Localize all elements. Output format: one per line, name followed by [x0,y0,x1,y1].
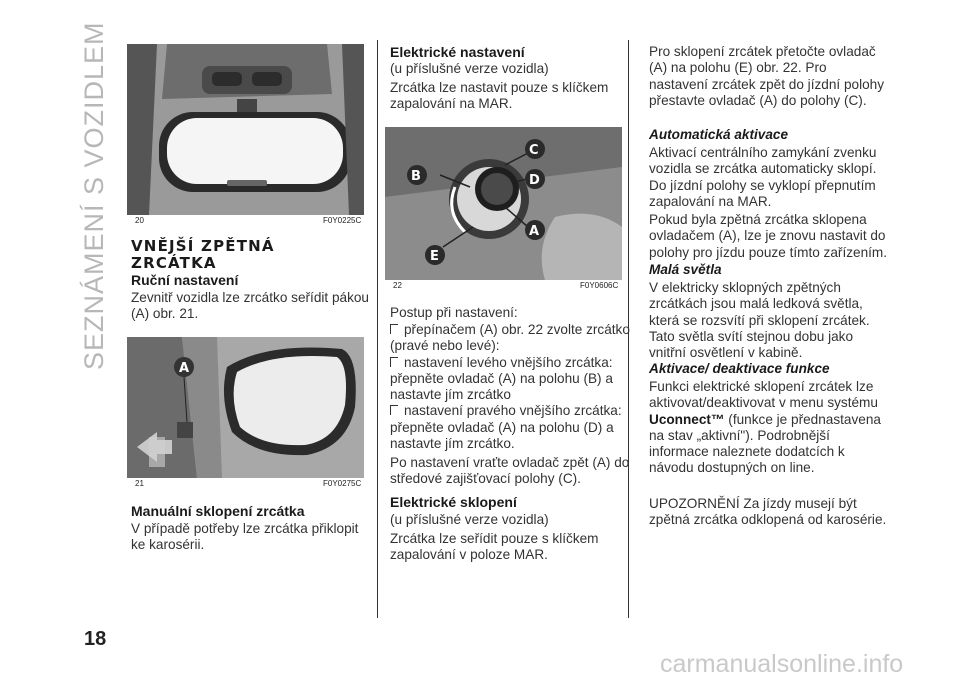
paragraph-auto-activation: Aktivací centrálního zamykání zvenku vozidla se zrcátka automaticky sklopí. Do jízdní polohy se vyklopí přepnutím zapalování na MAR. [649,145,877,209]
uconnect-label: Uconnect™ [649,411,725,427]
figure-22-label-b: B [411,169,421,184]
paragraph-version-note-2: (u příslušné verze vozidla) [390,512,549,527]
figure-22-mirror-control [385,127,622,280]
subheading-auto-activation: Automatická aktivace [649,127,789,142]
paragraph-manual-adjust: Zevnitř vozidla lze zrcátko seřídit pákou (A) obr. 21. [131,290,369,322]
heading-exterior-mirrors: VNĚJŠÍ ZPĚTNÁ ZRCÁTKA [131,237,275,272]
list-item: nastavení levého vnějšího zrcátka: přepněte ovladač (A) na polohu (B) a nastavte jím zrcátko [390,354,613,403]
watermark: carmanualsonline.info [660,650,904,678]
column-divider [377,40,378,618]
bullet-icon [390,357,398,367]
bullet-list [390,322,630,452]
paragraph-manual-fold: V případě potřeby lze zrcátka přiklopit ke karosérii. [131,521,359,553]
bullet-icon [390,405,398,415]
figure-22-label-d: D [529,173,540,188]
figure-22-label-e: E [430,249,439,264]
figure-21-number: 21 [135,479,144,488]
paragraph-procedure: Postup při nastavení: [390,305,518,320]
section-title: SEZNÁMENÍ S VOZIDLEM [79,21,109,370]
paragraph-fold-procedure: Pro sklopení zrcátek přetočte ovladač (A) na polohu (E) obr. 22. Pro nastavení zrcátek zpět do jízdní polohy přestavte ovladač (A) do polohy (C). [649,44,885,108]
paragraph-electric-adjust: Zrcátka lze nastavit pouze s klíčkem zapalování na MAR. [390,80,609,112]
subheading-manual-adjust: Ruční nastavení [131,272,239,288]
paragraph-warning: UPOZORNĚNÍ Za jízdy musejí být zpětná zrcátka odklopená od karosérie. [649,496,887,528]
page-number: 18 [84,628,107,650]
subheading-electric-adjust: Elektrické nastavení [390,44,525,60]
bullet-icon [390,324,398,334]
subheading-manual-fold: Manuální sklopení zrcátka [131,503,305,519]
paragraph-version-note: (u příslušné verze vozidla) [390,61,549,76]
figure-20-code: F0Y0225C [323,216,362,225]
figure-22-number: 22 [393,281,402,290]
paragraph-electric-fold: Zrcátka lze seřídit pouze s klíčkem zapalování v poloze MAR. [390,531,599,563]
paragraph-small-lights: V elektricky sklopných zpětných zrcátkách jsou malá ledková světla, která se rozsvítí při sklopení zrcátek. Tato světla svítí stejnou dobu jako vnitřní osvětlení v kabině. [649,280,870,361]
paragraph-function-toggle: Funkci elektrické sklopení zrcátek lze aktivovat/deaktivovat v menu systému Uconnect™ (funkce je přednastavena na stav „aktivní"). Podrobnější informace naleznete dodatcích k návodu dostupných on line. [649,379,881,476]
list-item: přepínačem (A) obr. 22 zvolte zrcátko (pravé nebo levé): [390,322,630,354]
figure-21-side-mirror [127,337,364,478]
figure-20-number: 20 [135,216,144,225]
figure-22-label-c: C [529,143,539,158]
paragraph-return-center: Po nastavení vraťte ovladač zpět (A) do středové zajišťovací polohy (C). [390,455,630,487]
figure-22-label-a: A [529,224,540,239]
subheading-small-lights: Malá světla [649,262,722,277]
figure-21-code: F0Y0275C [323,479,362,488]
list-item: nastavení pravého vnějšího zrcátka: přepněte ovladač (A) na polohu (D) a nastavte jím zrcátko. [390,403,622,452]
figure-21-label-a: A [179,361,190,376]
paragraph-folded-by-control: Pokud byla zpětná zrcátka sklopena ovladačem (A), lze je znovu nastavit do polohy pro jízdu pouze tímto zařízením. [649,212,888,260]
figure-22-code: F0Y0606C [580,281,619,290]
subheading-function-toggle: Aktivace/ deaktivace funkce [649,361,830,376]
subheading-electric-fold: Elektrické sklopení [390,494,517,510]
figure-20-rearview-mirror [127,44,364,215]
